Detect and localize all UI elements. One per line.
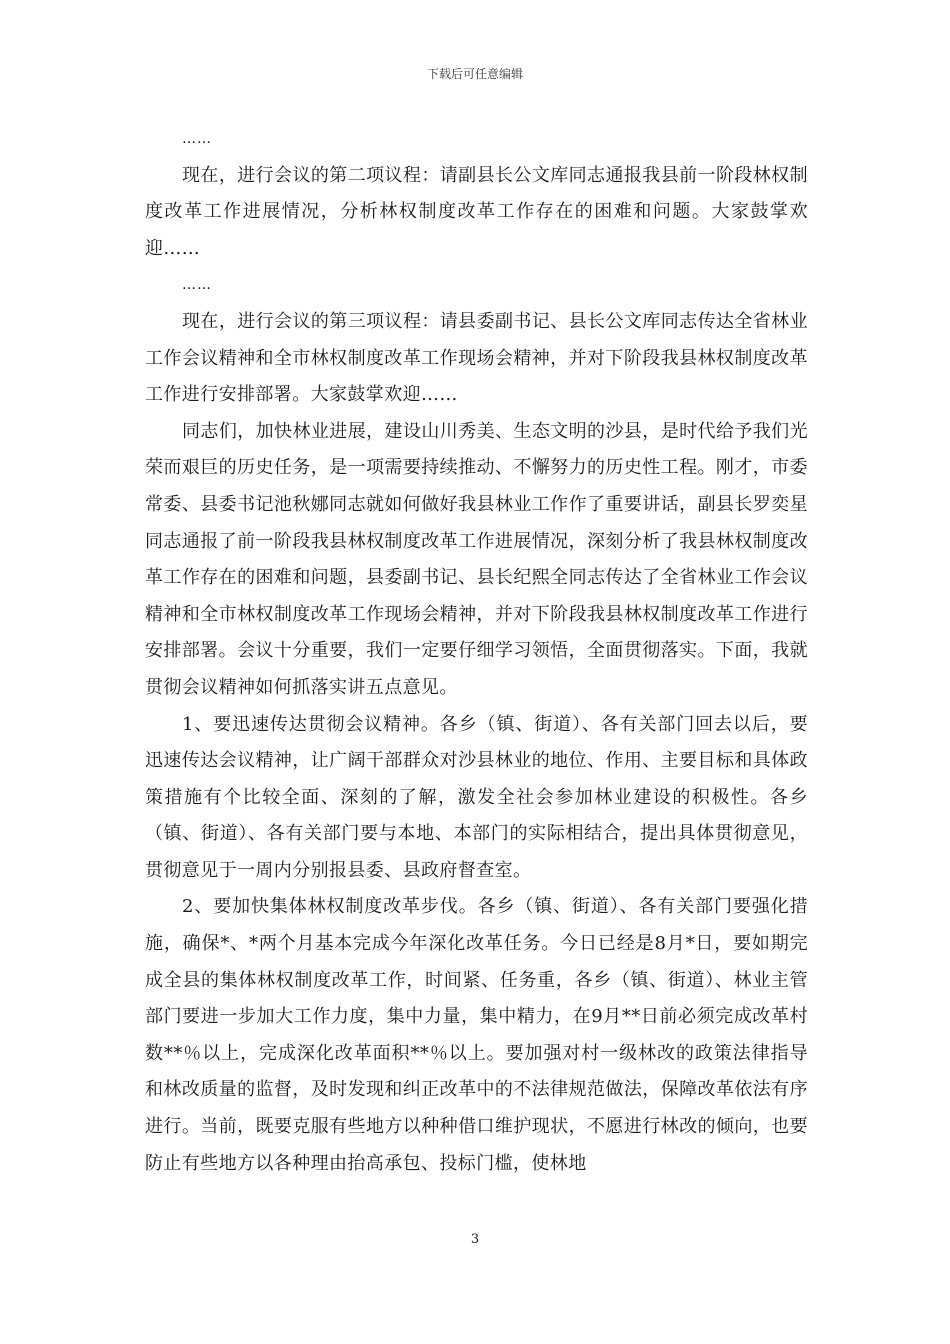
agenda-item-two-paragraph: 现在，进行会议的第二项议程：请副县长公文库同志通报我县前一阶段林权制度改革工作进展情况，分析林权制度改革工作存在的困难和问题。大家鼓掌欢迎…… (145, 164, 808, 259)
point-one-paragraph: 1、要迅速传达贯彻会议精神。各乡（镇、街道）、各有关部门回去以后，要迅速传达会议精神，让广阔干部群众对沙县林业的地位、作用、主要目标和具体政策措施有个比较全面、深刻的了解，激发全社会参加林业建设的积极性。各乡（镇、街道）、各有关部门要与本地、本部门的实际相结合，提出具体贯彻意见，贯彻意见于一周内分别报县委、县政府督查室。 (145, 713, 808, 881)
point-two-paragraph: 2、要加快集体林权制度改革步伐。各乡（镇、街道）、各有关部门要强化措施，确保*、*两个月基本完成今年深化改革任务。今日已经是8月*日，要如期完成全县的集体林权制度改革工作，时间紧、任务重，各乡（镇、街道）、林业主管部门要进一步加大工作力度，集中力量，集中精力，在9月**日前必须完成改革村数**％以上，完成深化改革面积**％以上。要加强对村一级林改的政策法律指导和林改质量的监督，及时发现和纠正改革中的不法律规范做法，保障改革依法有序进行。当前，既要克服有些地方以种种借口维护现状，不愿进行林改的倾向，也要防止有些地方以各种理由抬高承包、投标门槛，使林地 (145, 896, 808, 1174)
page-number: 3 (470, 1232, 480, 1247)
ellipsis-line: …… (182, 277, 212, 294)
speech-intro-paragraph: 同志们，加快林业进展，建设山川秀美、生态文明的沙县，是时代给予我们光荣而艰巨的历史任务，是一项需要持续推动、不懈努力的历史性工程。刚才，市委常委、县委书记池秋娜同志就如何做好我县林业工作作了重要讲话，副县长罗奕星同志通报了前一阶段我县林权制度改革工作进展情况，深刻分析了我县林权制度改革工作存在的困难和问题，县委副书记、县长纪熙全同志传达了全省林业工作会议精神和全市林权制度改革工作现场会精神，并对下阶段我县林权制度改革工作进行安排部署。会议十分重要，我们一定要仔细学习领悟，全面贯彻落实。下面，我就贯彻会议精神如何抓落实讲五点意见。 (145, 420, 808, 698)
agenda-item-three-paragraph: 现在，进行会议的第三项议程：请县委副书记、县长公文库同志传达全省林业工作会议精神和全市林权制度改革工作现场会精神，并对下阶段我县林权制度改革工作进行安排部署。大家鼓掌欢迎…… (145, 310, 808, 406)
document-body (145, 121, 808, 1182)
page-header: 下载后可任意编辑 (426, 67, 523, 81)
ellipsis-line: …… (182, 131, 212, 147)
